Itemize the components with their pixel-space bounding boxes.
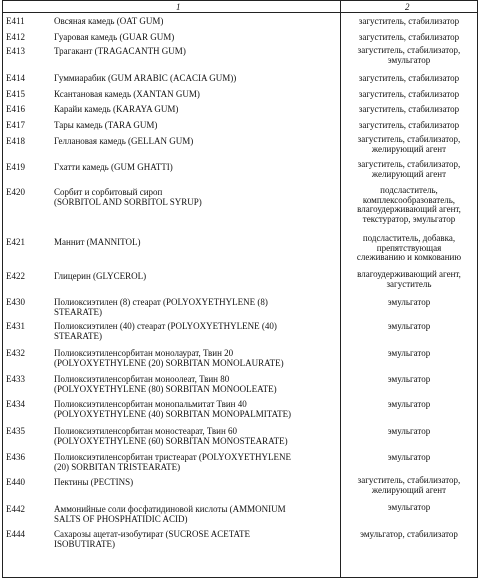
row-function: загуститель, стабилизатор, желирующий агент — [357, 159, 461, 179]
row-name: Карайи камедь (KARAYA GUM) — [54, 104, 179, 114]
row-name: Пектины (PECTINS) — [54, 477, 134, 487]
header-divider — [2, 12, 478, 13]
row-code: E432 — [6, 348, 25, 358]
row-name: Полиоксиэтиленсорбитан монолаурат, Твин 20 (POLYOXYETHYLENE (20) SORBITAN MONOLAURATE) — [54, 348, 284, 368]
table-top-border — [2, 0, 478, 1]
row-code: E436 — [6, 452, 25, 462]
row-code: E420 — [6, 187, 25, 197]
row-function: загуститель, стабилизатор, желирующий агент — [357, 475, 461, 495]
row-code: E419 — [6, 162, 25, 172]
row-code: E415 — [6, 89, 25, 99]
row-name: Тары камедь (TARA GUM) — [54, 120, 158, 130]
row-name: Полиоксиэтиленсорбитан моностеарат, Твин 60 (POLYOXYETHYLENE (60) SORBITAN MONOSTEARATE) — [54, 426, 288, 446]
row-function: загуститель, стабилизатор — [358, 120, 460, 130]
column-divider — [340, 0, 341, 578]
row-name: Аммонийные соли фосфатидиновой кислоты (AMMONIUM SALTS OF PHOSPHATIDIC ACID) — [54, 504, 286, 524]
table-bottom-border — [2, 577, 478, 578]
row-name: Гуаровая камедь (GUAR GUM) — [54, 32, 175, 42]
row-function: эмульгатор, стабилизатор — [360, 529, 458, 539]
row-code: E440 — [6, 477, 25, 487]
row-function: эмульгатор — [387, 321, 431, 331]
row-code: E444 — [6, 529, 25, 539]
row-code: E434 — [6, 399, 25, 409]
row-code: E416 — [6, 104, 25, 114]
row-function: подсластитель, комплексообразователь, влагоудерживающий агент, текстуратор, эмульгатор — [357, 185, 461, 224]
row-function: загуститель, стабилизатор — [358, 104, 460, 114]
row-name: Геллановая камедь (GELLAN GUM) — [54, 136, 194, 146]
table-left-border — [2, 0, 3, 578]
row-code: E418 — [6, 136, 25, 146]
row-code: E414 — [6, 73, 25, 83]
row-name: Полиоксиэтиленсорбитан моноолеат, Твин 80 (POLYOXYETHYLENE (80) SORBITAN MONOOLEATE) — [54, 374, 277, 394]
table-right-border — [477, 0, 478, 578]
row-code: E431 — [6, 321, 25, 331]
row-code: E421 — [6, 237, 25, 247]
row-function: эмульгатор — [387, 399, 431, 409]
row-code: E433 — [6, 374, 25, 384]
row-name: Сахарозы ацетат-изобутират (SUCROSE ACETATE ISOBUTIRATE) — [54, 529, 251, 549]
row-name: Трагакант (TRAGACANTH GUM) — [54, 46, 186, 56]
row-name: Сорбит и сорбитовый сироп (SORBITOL AND SORBITOL SYRUP) — [54, 187, 202, 207]
row-name: Глицерин (GLYCEROL) — [54, 271, 147, 281]
row-function: влагоудерживающий агент, загуститель — [357, 269, 461, 289]
column-number-1: 1 — [176, 2, 181, 12]
row-code: E413 — [6, 46, 25, 56]
row-name: Овсяная камедь (OAT GUM) — [54, 16, 164, 26]
row-function: подсластитель, добавка, препятствующая слеживанию и комкованию — [356, 233, 462, 262]
row-name: Полиоксиэтиленсорбитан монопальмитат Твин 40 (POLYOXYETHYLENE (40) SORBITAN MONOPALMITATE) — [54, 399, 292, 419]
row-name: Полиоксиэтилен (8) стеарат (POLYOXYETHYLENE (8) STEARATE) — [54, 297, 268, 317]
row-function: загуститель, стабилизатор, эмульгатор — [357, 45, 461, 65]
row-name: Гхатти камедь (GUM GHATTI) — [54, 162, 173, 172]
row-function: эмульгатор — [387, 374, 431, 384]
row-function: загуститель, стабилизатор — [358, 16, 460, 26]
row-function: загуститель, стабилизатор — [358, 32, 460, 42]
row-function: загуститель, стабилизатор, желирующий агент — [357, 134, 461, 154]
row-name: Полиоксиэтиленсорбитан тристеарат (POLYOXYETHYLENE (20) SORBITAN TRISTEARATE) — [54, 452, 291, 472]
row-function: загуститель, стабилизатор — [358, 73, 460, 83]
row-name: Маннит (MANNITOL) — [54, 237, 141, 247]
row-name: Ксантановая камедь (XANTAN GUM) — [54, 89, 200, 99]
row-code: E442 — [6, 504, 25, 514]
row-function: эмульгатор — [387, 297, 431, 307]
row-function: эмульгатор — [387, 502, 431, 512]
column-number-2: 2 — [405, 2, 410, 12]
row-code: E417 — [6, 120, 25, 130]
row-name: Полиоксиэтилен (40) стеарат (POLYOXYETHYLENE (40) STEARATE) — [54, 321, 277, 341]
row-name: Гуммиарабик (GUM ARABIC (ACACIA GUM)) — [54, 73, 237, 83]
row-code: E422 — [6, 271, 25, 281]
row-code: E411 — [6, 16, 25, 26]
row-function: эмульгатор — [387, 426, 431, 436]
row-function: эмульгатор — [387, 348, 431, 358]
row-code: E435 — [6, 426, 25, 436]
row-function: загуститель, стабилизатор — [358, 89, 460, 99]
row-code: E430 — [6, 297, 25, 307]
row-function: эмульгатор — [387, 452, 431, 462]
row-code: E412 — [6, 32, 25, 42]
